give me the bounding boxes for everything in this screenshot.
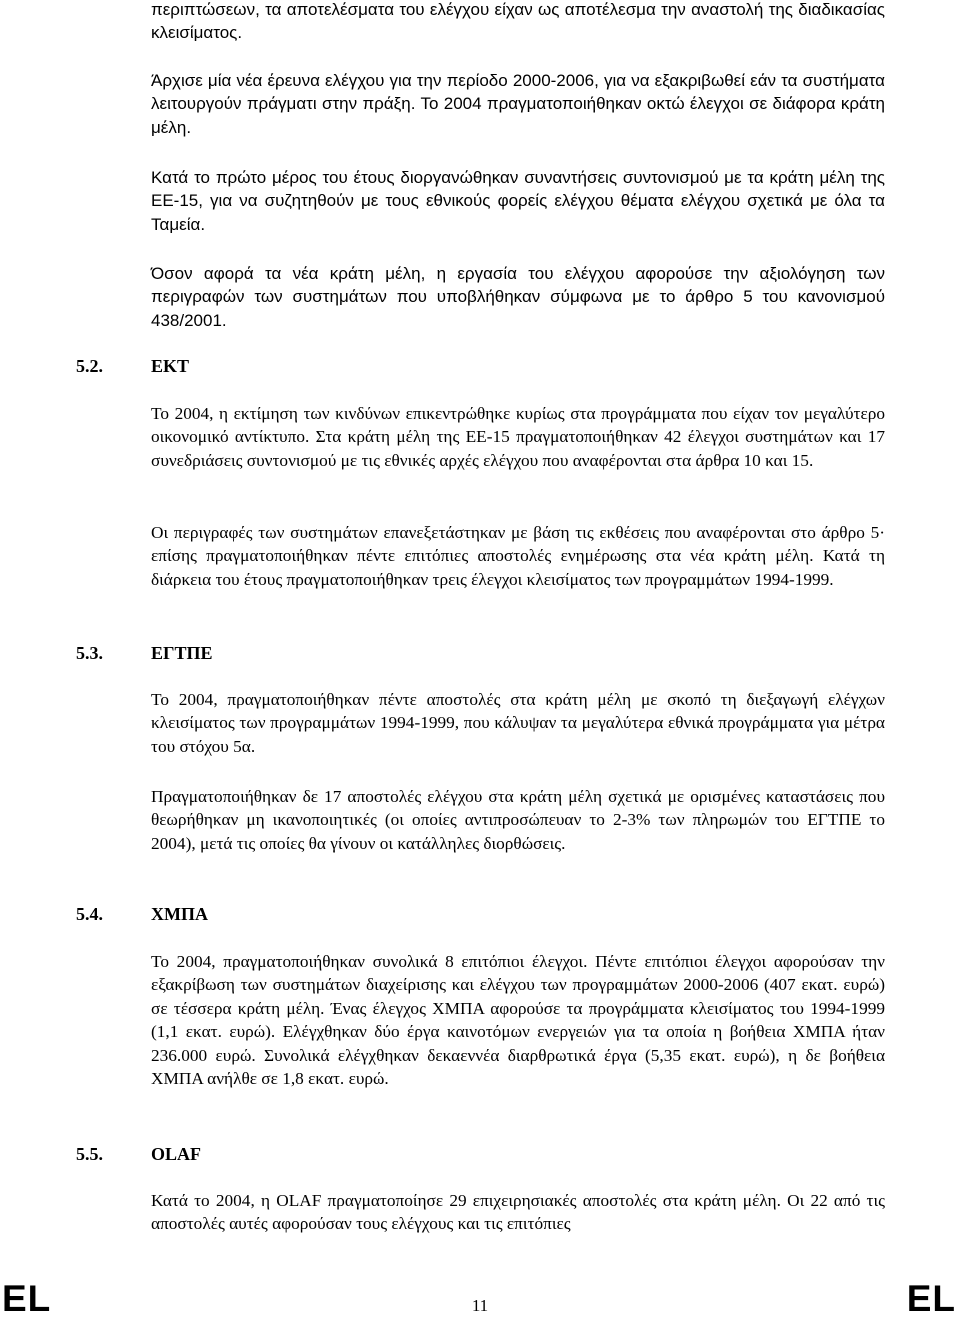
page-number: 11 xyxy=(471,1296,489,1315)
paragraph-audit-survey: Άρχισε μία νέα έρευνα ελέγχου για την περίοδο 2000-2006, για να εξακριβωθεί εάν τα συστήματα λειτουργούν πράγματι στην πράξη. Το 2004 πραγματοποιήθηκαν οκτώ έλεγχοι σε διάφορα κράτη μέλη. xyxy=(151,71,885,137)
section-number-5-4: 5.4. xyxy=(76,904,103,924)
paragraph-new-member-states: Όσον αφορά τα νέα κράτη μέλη, η εργασία του ελέγχου αφορούσε την αξιολόγηση των περιγραφών των συστημάτων που υποβλήθηκαν σύμφωνα με το άρθρο 5 του κανονισμού 438/2001. xyxy=(151,264,885,330)
section-title-egtpe: ΕΓΤΠΕ xyxy=(151,643,213,663)
paragraph-egtpe-missions: Το 2004, πραγματοποιήθηκαν πέντε αποστολές στα κράτη μέλη με σκοπό τη διεξαγωγή ελέγχων κλεισίματος των προγραμμάτων 1994-1999, που κάλυψαν τα μεγαλύτερα εθνικά προγράμματα για μέτρα του στόχου 5α. xyxy=(151,690,885,756)
paragraph-ekt-systems: Οι περιγραφές των συστημάτων επανεξετάστηκαν με βάση τις εκθέσεις που αναφέρονται στο άρθρο 5· επίσης πραγματοποιήθηκαν πέντε επιτόπιες αποστολές ενημέρωσης στα νέα κράτη μέλη. Κατά τη διάρκεια του έτους πραγματοποιήθηκαν τρεις έλεγχοι κλεισίματος των προγραμμάτων 1994-1999. xyxy=(151,523,885,589)
paragraph-xmpa-audits: Το 2004, πραγματοποιήθηκαν συνολικά 8 επιτόπιοι έλεγχοι. Πέντε επιτόπιοι έλεγχοι αφορούσαν την εξακρίβωση των συστημάτων διαχείρισης και ελέγχου των προγραμμάτων 2000-2006 (407 εκατ. ευρώ) σε τέσσερα κράτη μέλη. Ένας έλεγχος ΧΜΠΑ αφορούσε τα προγράμματα κλεισίματος του 1994-1999 (1,1 εκατ. ευρώ). Ελέγχθηκαν δύο έργα καινοτόμων ενεργειών για τα οποία η βοήθεια ΧΜΠΑ ήταν 236.000 ευρώ. Συνολικά ελέγχθηκαν δεκαεννέα διαρθρωτικά έργα (5,35 εκατ. ευρώ), η δε βοήθεια ΧΜΠΑ ανήλθε σε 1,8 εκατ. ευρώ. xyxy=(151,952,885,1089)
paragraph-intro-continuation: περιπτώσεων, τα αποτελέσματα του ελέγχου είχαν ως αποτέλεσμα την αναστολή της διαδικασίας κλεισίματος. xyxy=(151,0,885,43)
section-number-5-3: 5.3. xyxy=(76,643,103,663)
paragraph-ekt-risk: Το 2004, η εκτίμηση των κινδύνων επικεντρώθηκε κυρίως στα προγράμματα που είχαν τον μεγαλύτερο οικονομικό αντίκτυπο. Στα κράτη μέλη της ΕΕ-15 πραγματοποιήθηκαν 42 έλεγχοι συστημάτων και 17 συνεδριάσεις συντονισμού με τις εθνικές αρχές ελέγχου που αναφέρονται στα άρθρα 10 και 15. xyxy=(151,404,885,470)
section-title-ekt: ΕΚΤ xyxy=(151,356,190,376)
footer-language-right: EL xyxy=(906,1278,956,1319)
section-title-olaf: OLAF xyxy=(151,1144,202,1164)
footer-language-left: EL xyxy=(2,1278,52,1319)
section-title-xmpa: ΧΜΠΑ xyxy=(151,904,208,924)
paragraph-coordination-meetings: Κατά το πρώτο μέρος του έτους διοργανώθηκαν συναντήσεις συντονισμού με τα κράτη μέλη της ΕΕ-15, για να συζητηθούν με τους εθνικούς φορείς ελέγχου θέματα ελέγχου σχετικά με όλα τα Ταμεία. xyxy=(151,168,885,234)
paragraph-egtpe-audits: Πραγματοποιήθηκαν δε 17 αποστολές ελέγχου στα κράτη μέλη σχετικά με ορισμένες καταστάσεις που θεωρήθηκαν μη ικανοποιητικές (οι οποίες αντιπροσώπευαν το 2-3% των πληρωμών του ΕΓΤΠΕ το 2004), μετά τις οποίες θα γίνουν οι κατάλληλες διορθώσεις. xyxy=(151,787,885,853)
section-number-5-2: 5.2. xyxy=(76,356,103,376)
section-number-5-5: 5.5. xyxy=(76,1144,103,1164)
paragraph-olaf-missions: Κατά το 2004, η OLAF πραγματοποίησε 29 επιχειρησιακές αποστολές στα κράτη μέλη. Οι 22 από τις αποστολές αυτές αφορούσαν τους ελέγχους και τις επιτόπιες xyxy=(151,1191,885,1234)
